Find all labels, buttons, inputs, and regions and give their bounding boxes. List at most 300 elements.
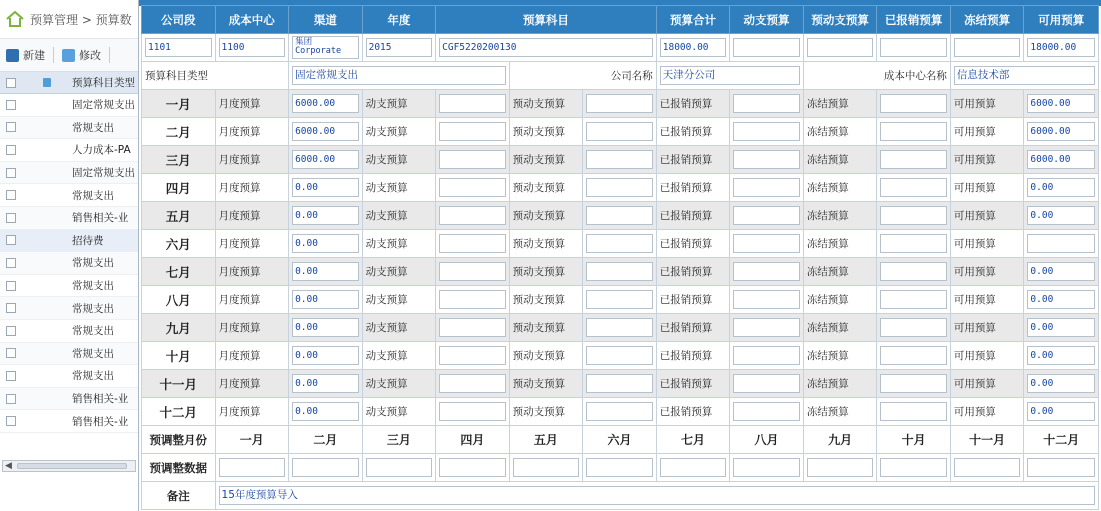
- yudongzhi-cell: [583, 146, 657, 174]
- dongjie-cell: [877, 118, 951, 146]
- month-name: 十月: [142, 342, 216, 370]
- dongzhi-total-field[interactable]: [733, 38, 800, 57]
- total-field[interactable]: 18000.00: [660, 38, 727, 57]
- available-field[interactable]: 0.00: [1027, 402, 1095, 421]
- month-row: [142, 174, 1099, 202]
- baoxiao-cell: [730, 258, 804, 286]
- available-label: 可用预算: [950, 90, 1024, 118]
- dongzhi-label: 动支预算: [362, 286, 436, 314]
- adjust-month-name: 四月: [436, 426, 510, 454]
- row-checkbox[interactable]: [6, 122, 16, 132]
- adjust-month-name: 七月: [656, 426, 730, 454]
- available-cell: [1024, 398, 1099, 426]
- baoxiao-field[interactable]: [733, 206, 800, 225]
- baoxiao-cell: [730, 202, 804, 230]
- yudongzhi-label: 预动支预算: [509, 398, 583, 426]
- dongjie-field[interactable]: [880, 206, 947, 225]
- list-item-label: 销售相关-业: [72, 415, 129, 428]
- dongjie-header: 冻结预算: [950, 6, 1024, 34]
- baoxiao-field[interactable]: [733, 318, 800, 337]
- yudongzhi-cell: [583, 230, 657, 258]
- available-field[interactable]: 0.00: [1027, 290, 1095, 309]
- list-item[interactable]: [0, 117, 139, 140]
- baoxiao-cell: [730, 314, 804, 342]
- monthly-budget-cell: [289, 118, 363, 146]
- account-type-field[interactable]: 固定常规支出: [292, 66, 506, 85]
- list-item[interactable]: [0, 388, 139, 411]
- yudongzhi-cell: [583, 258, 657, 286]
- dongjie-label: 冻结预算: [803, 398, 877, 426]
- adjust-data-field[interactable]: [439, 458, 506, 477]
- baoxiao-field[interactable]: [733, 150, 800, 169]
- year-field[interactable]: 2015: [366, 38, 433, 57]
- row-checkbox[interactable]: [6, 258, 16, 268]
- breadcrumb-text[interactable]: 预算管理 > 预算数: [30, 12, 132, 27]
- dongjie-label: 冻结预算: [803, 146, 877, 174]
- dongzhi-field[interactable]: [439, 290, 506, 309]
- month-name: 十二月: [142, 398, 216, 426]
- list-item-label: 常规支出: [72, 280, 114, 293]
- cost-center-name-field[interactable]: 信息技术部: [954, 66, 1095, 85]
- baoxiao-label: 已报销预算: [656, 174, 730, 202]
- monthly-budget-field[interactable]: 6000.00: [292, 150, 359, 169]
- list-item-label: 人力成本-PA: [72, 144, 131, 157]
- month-row: [142, 314, 1099, 342]
- new-button-label: 新建: [23, 49, 45, 62]
- dongjie-cell: [877, 258, 951, 286]
- yudongzhi-field[interactable]: [586, 262, 653, 281]
- month-name: 九月: [142, 314, 216, 342]
- adjust-data-label: 预调整数据: [142, 454, 216, 482]
- dongzhi-field[interactable]: [439, 234, 506, 253]
- available-field[interactable]: 0.00: [1027, 346, 1095, 365]
- dongjie-cell: [877, 342, 951, 370]
- remark-label: 备注: [142, 482, 216, 510]
- monthly-budget-label: 月度预算: [215, 202, 289, 230]
- list-item[interactable]: [0, 275, 139, 298]
- monthly-budget-cell: [289, 230, 363, 258]
- baoxiao-cell: [730, 286, 804, 314]
- row-checkbox[interactable]: [6, 235, 16, 245]
- dongzhi-label: 动支预算: [362, 174, 436, 202]
- dongzhi-label: 动支预算: [362, 90, 436, 118]
- yudongzhi-total-field-cell: [803, 34, 877, 62]
- dongzhi-field[interactable]: [439, 122, 506, 141]
- baoxiao-field[interactable]: [733, 290, 800, 309]
- adjust-data-cell: [803, 454, 877, 482]
- list-item[interactable]: [0, 162, 139, 185]
- cost-center-field[interactable]: 1100: [219, 38, 286, 57]
- monthly-budget-cell: [289, 314, 363, 342]
- adjust-month-label: 预调整月份: [142, 426, 216, 454]
- monthly-budget-label: 月度预算: [215, 342, 289, 370]
- budget-form-table: [141, 5, 1099, 510]
- dongzhi-cell: [436, 146, 510, 174]
- dongjie-label: 冻结预算: [803, 342, 877, 370]
- dongzhi-field[interactable]: [439, 150, 506, 169]
- dongzhi-field[interactable]: [439, 318, 506, 337]
- scroll-left-arrow-icon[interactable]: ◀: [5, 461, 12, 471]
- adjust-month-name: 三月: [362, 426, 436, 454]
- baoxiao-cell: [730, 174, 804, 202]
- list-item[interactable]: [0, 230, 139, 253]
- row-checkbox[interactable]: [6, 348, 16, 358]
- list-item[interactable]: [0, 139, 139, 162]
- baoxiao-cell: [730, 230, 804, 258]
- available-field[interactable]: 0.00: [1027, 374, 1095, 393]
- dongjie-label: 冻结预算: [803, 314, 877, 342]
- dongjie-field[interactable]: [880, 346, 947, 365]
- monthly-budget-label: 月度预算: [215, 118, 289, 146]
- available-field[interactable]: 6000.00: [1027, 122, 1095, 141]
- monthly-budget-cell: [289, 398, 363, 426]
- adjust-data-field[interactable]: [366, 458, 433, 477]
- adjust-data-field[interactable]: [292, 458, 359, 477]
- toolbar: [0, 38, 139, 72]
- yudongzhi-label: 预动支预算: [509, 202, 583, 230]
- available-label: 可用预算: [950, 174, 1024, 202]
- baoxiao-field[interactable]: [733, 402, 800, 421]
- dongjie-field[interactable]: [880, 178, 947, 197]
- baoxiao-field[interactable]: [733, 178, 800, 197]
- month-row: [142, 342, 1099, 370]
- horizontal-scrollbar[interactable]: [2, 460, 136, 472]
- month-name: 十一月: [142, 370, 216, 398]
- available-cell: [1024, 146, 1099, 174]
- baoxiao-cell: [730, 90, 804, 118]
- baoxiao-header: 已报销预算: [877, 6, 951, 34]
- monthly-budget-field[interactable]: 0.00: [292, 178, 359, 197]
- new-icon: [6, 49, 19, 62]
- channel-header: 渠道: [289, 6, 363, 34]
- monthly-budget-cell: [289, 174, 363, 202]
- monthly-budget-cell: [289, 90, 363, 118]
- dongjie-label: 冻结预算: [803, 174, 877, 202]
- adjust-data-field[interactable]: [807, 458, 874, 477]
- row-checkbox[interactable]: [6, 281, 16, 291]
- list-body: [0, 94, 139, 433]
- yudongzhi-cell: [583, 398, 657, 426]
- baoxiao-field[interactable]: [733, 262, 800, 281]
- dongjie-field[interactable]: [880, 150, 947, 169]
- baoxiao-field[interactable]: [733, 234, 800, 253]
- yudongzhi-label: 预动支预算: [509, 118, 583, 146]
- list-item[interactable]: [0, 365, 139, 388]
- yudongzhi-field[interactable]: [586, 346, 653, 365]
- dongjie-cell: [877, 146, 951, 174]
- list-item[interactable]: [0, 320, 139, 343]
- monthly-budget-field[interactable]: 0.00: [292, 262, 359, 281]
- month-name: 八月: [142, 286, 216, 314]
- cost-center-name-label: 成本中心名称: [803, 62, 950, 90]
- available-label: 可用预算: [950, 398, 1024, 426]
- dongjie-cell: [877, 202, 951, 230]
- adjust-data-field[interactable]: [513, 458, 580, 477]
- row-checkbox[interactable]: [6, 394, 16, 404]
- yudongzhi-label: 预动支预算: [509, 370, 583, 398]
- yudongzhi-label: 预动支预算: [509, 286, 583, 314]
- baoxiao-label: 已报销预算: [656, 342, 730, 370]
- month-name: 四月: [142, 174, 216, 202]
- monthly-budget-field[interactable]: 6000.00: [292, 94, 359, 113]
- yudongzhi-field[interactable]: [586, 234, 653, 253]
- dongjie-field[interactable]: [880, 94, 947, 113]
- toolbar-divider: [53, 47, 54, 63]
- dongzhi-field[interactable]: [439, 206, 506, 225]
- row-checkbox[interactable]: [6, 326, 16, 336]
- list-item-label: 固定常规支出: [72, 167, 135, 180]
- year-header: 年度: [362, 6, 436, 34]
- yudongzhi-field[interactable]: [586, 374, 653, 393]
- list-item-label: 常规支出: [72, 347, 114, 360]
- list-item-label: 销售相关-业: [72, 212, 129, 225]
- baoxiao-cell: [730, 342, 804, 370]
- dongjie-label: 冻结预算: [803, 230, 877, 258]
- baoxiao-field[interactable]: [733, 346, 800, 365]
- dongjie-field[interactable]: [880, 234, 947, 253]
- baoxiao-field[interactable]: [733, 374, 800, 393]
- dongzhi-cell: [436, 118, 510, 146]
- adjust-month-name: 二月: [289, 426, 363, 454]
- list-item-label: 常规支出: [72, 370, 114, 383]
- yudongzhi-label: 预动支预算: [509, 314, 583, 342]
- company-header: 公司段: [142, 6, 216, 34]
- yudongzhi-cell: [583, 202, 657, 230]
- available-field[interactable]: 0.00: [1027, 206, 1095, 225]
- channel-field[interactable]: 集团Corporate: [292, 36, 359, 59]
- dongjie-cell: [877, 90, 951, 118]
- yudongzhi-field[interactable]: [586, 122, 653, 141]
- adjust-data-field[interactable]: [586, 458, 653, 477]
- month-row: [142, 398, 1099, 426]
- dongzhi-field[interactable]: [439, 346, 506, 365]
- available-label: 可用预算: [950, 370, 1024, 398]
- company-name-label: 公司名称: [509, 62, 656, 90]
- available-field[interactable]: 0.00: [1027, 178, 1095, 197]
- adjust-data-field[interactable]: [1027, 458, 1095, 477]
- month-name: 五月: [142, 202, 216, 230]
- row-checkbox[interactable]: [6, 100, 16, 110]
- background-page: [0, 0, 140, 511]
- row-checkbox[interactable]: [6, 190, 16, 200]
- dongjie-cell: [877, 286, 951, 314]
- dongjie-field[interactable]: [880, 374, 947, 393]
- adjust-month-name: 十一月: [950, 426, 1024, 454]
- yudongzhi-cell: [583, 342, 657, 370]
- available-field[interactable]: 6000.00: [1027, 94, 1095, 113]
- monthly-budget-field[interactable]: 0.00: [292, 374, 359, 393]
- list-item-label: 常规支出: [72, 302, 114, 315]
- baoxiao-label: 已报销预算: [656, 202, 730, 230]
- dongjie-cell: [877, 370, 951, 398]
- remark-field[interactable]: 15年度预算导入: [219, 486, 1095, 505]
- baoxiao-cell: [730, 118, 804, 146]
- baoxiao-label: 已报销预算: [656, 314, 730, 342]
- home-icon[interactable]: [6, 11, 24, 27]
- row-checkbox[interactable]: [6, 416, 16, 426]
- dongzhi-label: 动支预算: [362, 342, 436, 370]
- monthly-budget-label: 月度预算: [215, 146, 289, 174]
- remark-row: [142, 482, 1099, 510]
- monthly-budget-field[interactable]: 0.00: [292, 318, 359, 337]
- monthly-budget-field[interactable]: 6000.00: [292, 122, 359, 141]
- dongjie-field[interactable]: [880, 290, 947, 309]
- baoxiao-label: 已报销预算: [656, 118, 730, 146]
- channel-field-cell: [289, 34, 363, 62]
- list-item[interactable]: [0, 207, 139, 230]
- yudongzhi-field[interactable]: [586, 290, 653, 309]
- adjust-month-name: 六月: [583, 426, 657, 454]
- account-field-cell: [436, 34, 657, 62]
- month-name: 六月: [142, 230, 216, 258]
- dongzhi-label: 动支预算: [362, 398, 436, 426]
- month-row: [142, 202, 1099, 230]
- row-checkbox[interactable]: [6, 303, 16, 313]
- dongzhi-label: 动支预算: [362, 230, 436, 258]
- list-header: [0, 72, 139, 94]
- account-type-label: 预算科目类型: [142, 62, 289, 90]
- dongjie-label: 冻结预算: [803, 370, 877, 398]
- dongzhi-field[interactable]: [439, 402, 506, 421]
- monthly-budget-label: 月度预算: [215, 370, 289, 398]
- yudongzhi-cell: [583, 174, 657, 202]
- company-name-cell: [656, 62, 803, 90]
- available-label: 可用预算: [950, 342, 1024, 370]
- cost-center-name-cell: [950, 62, 1098, 90]
- yudongzhi-field[interactable]: [586, 206, 653, 225]
- list-item[interactable]: [0, 184, 139, 207]
- yudongzhi-total-field[interactable]: [807, 38, 874, 57]
- dongjie-field[interactable]: [880, 262, 947, 281]
- yudongzhi-field[interactable]: [586, 94, 653, 113]
- yudongzhi-field[interactable]: [586, 402, 653, 421]
- adjust-data-cell: [215, 454, 289, 482]
- baoxiao-label: 已报销预算: [656, 258, 730, 286]
- available-header: 可用预算: [1024, 6, 1099, 34]
- dongjie-label: 冻结预算: [803, 258, 877, 286]
- baoxiao-field[interactable]: [733, 94, 800, 113]
- baoxiao-field[interactable]: [733, 122, 800, 141]
- yudongzhi-field[interactable]: [586, 318, 653, 337]
- month-name: 七月: [142, 258, 216, 286]
- list-item[interactable]: [0, 297, 139, 320]
- breadcrumb: [0, 0, 139, 38]
- baoxiao-cell: [730, 370, 804, 398]
- month-row: [142, 286, 1099, 314]
- adjust-month-name: 九月: [803, 426, 877, 454]
- baoxiao-label: 已报销预算: [656, 90, 730, 118]
- yudongzhi-label: 预动支预算: [509, 146, 583, 174]
- budget-detail-dialog: [138, 0, 1101, 511]
- row-checkbox[interactable]: [6, 168, 16, 178]
- list-header-label[interactable]: 预算科目类型: [72, 77, 135, 89]
- adjust-data-cell: [436, 454, 510, 482]
- adjust-data-cell: [583, 454, 657, 482]
- list-item[interactable]: [0, 252, 139, 275]
- dongzhi-field[interactable]: [439, 94, 506, 113]
- yudongzhi-field[interactable]: [586, 178, 653, 197]
- yudongzhi-label: 预动支预算: [509, 342, 583, 370]
- monthly-budget-field[interactable]: 0.00: [292, 346, 359, 365]
- dongzhi-cell: [436, 342, 510, 370]
- adjust-data-field[interactable]: [660, 458, 727, 477]
- available-total-field-cell: [1024, 34, 1099, 62]
- monthly-budget-label: 月度预算: [215, 398, 289, 426]
- list-item[interactable]: [0, 410, 139, 433]
- yudongzhi-cell: [583, 314, 657, 342]
- yudongzhi-field[interactable]: [586, 150, 653, 169]
- select-all-checkbox[interactable]: [6, 78, 16, 88]
- company-field[interactable]: 1101: [145, 38, 212, 57]
- available-cell: [1024, 174, 1099, 202]
- dongzhi-field[interactable]: [439, 374, 506, 393]
- account-field[interactable]: CGF5220200130: [439, 38, 653, 57]
- row-checkbox[interactable]: [6, 213, 16, 223]
- adjust-data-field[interactable]: [733, 458, 800, 477]
- edit-button[interactable]: [62, 47, 101, 63]
- new-button[interactable]: [6, 47, 45, 63]
- adjust-data-field[interactable]: [880, 458, 947, 477]
- company-name-field[interactable]: 天津分公司: [660, 66, 800, 85]
- dongzhi-label: 动支预算: [362, 202, 436, 230]
- available-field[interactable]: 0.00: [1027, 318, 1095, 337]
- scrollbar-thumb[interactable]: [17, 463, 127, 469]
- baoxiao-total-field[interactable]: [880, 38, 947, 57]
- adjust-data-field[interactable]: [219, 458, 286, 477]
- adjust-data-cell: [362, 454, 436, 482]
- available-label: 可用预算: [950, 258, 1024, 286]
- list-item[interactable]: [0, 343, 139, 366]
- available-total-field[interactable]: 18000.00: [1027, 38, 1095, 57]
- dongzhi-cell: [436, 258, 510, 286]
- available-field[interactable]: 0.00: [1027, 262, 1095, 281]
- adjust-data-cell: [656, 454, 730, 482]
- monthly-budget-field[interactable]: 0.00: [292, 290, 359, 309]
- dongzhi-label: 动支预算: [362, 146, 436, 174]
- edit-icon: [62, 49, 75, 62]
- monthly-budget-field[interactable]: 0.00: [292, 402, 359, 421]
- dongzhi-label: 动支预算: [362, 118, 436, 146]
- dongjie-label: 冻结预算: [803, 202, 877, 230]
- available-label: 可用预算: [950, 286, 1024, 314]
- dongzhi-cell: [436, 230, 510, 258]
- dongjie-total-field[interactable]: [954, 38, 1021, 57]
- available-cell: [1024, 286, 1099, 314]
- monthly-budget-field[interactable]: 0.00: [292, 206, 359, 225]
- monthly-budget-field[interactable]: 0.00: [292, 234, 359, 253]
- yudongzhi-cell: [583, 90, 657, 118]
- dongzhi-field[interactable]: [439, 178, 506, 197]
- available-cell: [1024, 230, 1099, 258]
- list-item-label: 招待费: [72, 234, 104, 247]
- available-field[interactable]: 6000.00: [1027, 150, 1095, 169]
- dongjie-field[interactable]: [880, 318, 947, 337]
- dongjie-field[interactable]: [880, 402, 947, 421]
- adjust-data-field[interactable]: [954, 458, 1021, 477]
- row-checkbox[interactable]: [6, 145, 16, 155]
- available-label: 可用预算: [950, 230, 1024, 258]
- baoxiao-label: 已报销预算: [656, 370, 730, 398]
- dongzhi-field[interactable]: [439, 262, 506, 281]
- dongzhi-cell: [436, 370, 510, 398]
- remark-cell: [215, 482, 1098, 510]
- row-checkbox[interactable]: [6, 371, 16, 381]
- yudongzhi-cell: [583, 118, 657, 146]
- list-item[interactable]: [0, 94, 139, 117]
- dongzhi-cell: [436, 90, 510, 118]
- dongjie-field[interactable]: [880, 122, 947, 141]
- available-field[interactable]: [1027, 234, 1095, 253]
